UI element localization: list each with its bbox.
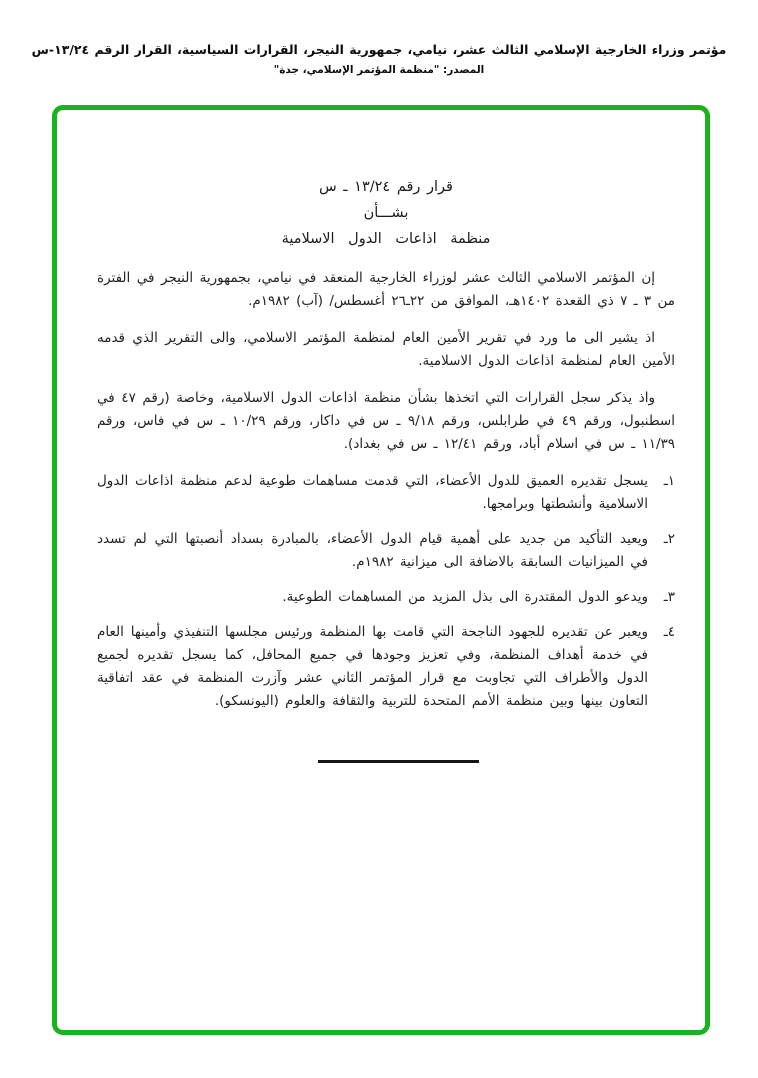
operative-item-2 [97, 528, 675, 574]
preamble-paragraph-1: إن المؤتمر الاسلامي الثالث عشر لوزراء الخارجية المنعقد في نيامي، بجمهورية النيجر في الفترة من ٣ ـ ٧ ذي القعدة ١٤٠٢هـ، الموافق من ٢٢ـ٢٦ أغسطس/ (آب) ١٩٨٢م. [97, 270, 675, 309]
preamble-paragraph-2: اذ يشير الى ما ورد في تقرير الأمين العام لمنظمة المؤتمر الاسلامي، والى التقرير الذي قدمه الأمين العام لمنظمة اذاعات الدول الاسلامية. [97, 330, 675, 369]
header-source-line: المصدر: "منظمة المؤتمر الإسلامي، جدة" [273, 64, 485, 76]
operative-item-4 [97, 621, 675, 713]
document-body [57, 110, 705, 1030]
green-frame [52, 105, 710, 1035]
item-1-text: يسجل تقديره العميق للدول الأعضاء، التي قدمت مساهمات طوعية لدعم منظمة اذاعات الدول الاسلامية وأنشطتها وبرامجها. [97, 473, 648, 512]
item-4-number: ٤ـ [663, 624, 675, 640]
operative-item-3 [97, 586, 675, 609]
item-1-number: ١ـ [663, 473, 675, 489]
resolution-concerning-line: بشـــأن [363, 205, 409, 221]
item-3-text: ويدعو الدول المقتدرة الى بذل المزيد من المساهمات الطوعية. [282, 589, 648, 605]
item-2-number: ٢ـ [663, 531, 675, 547]
header-conference-line: مؤتمر وزراء الخارجية الإسلامي الثالث عشر، نيامي، جمهورية النيجر، القرارات السياسية، القرار الرقم ١٣/٢٤-س [31, 42, 727, 57]
item-3-number: ٣ـ [663, 589, 675, 605]
resolution-subject-line: منظمة اذاعات الدول الاسلامية [281, 231, 491, 247]
item-4-text: ويعبر عن تقديره للجهود الناجحة التي قامت بها المنظمة ورئيس مجلسها التنفيذي وأمينها العام في خدمة أهداف المنظمة، وفي تعزيز وجودها في جميع المحافل، كما يسجل تقديره لجميع الدول والأطراف التي تجاوبت مع قرار المؤتمر الثاني عشر وآزرت المنظمة في عقد اتفاقية التعاون بينها وبين منظمة الأمم المتحدة للتربية والثقافة والعلوم (اليونسكو). [97, 624, 648, 709]
item-2-text: ويعيد التأكيد من جديد على أهمية قيام الدول الأعضاء، بالمبادرة بسداد أنصبتها التي لم تسدد في الميزانيات السابقة بالاضافة الى ميزانية ١٩٨٢م. [97, 531, 648, 570]
preamble-paragraph-3: واذ يذكر سجل القرارات التي اتخذها بشأن منظمة اذاعات الدول الاسلامية، وخاصة (رقم ٤٧ في اسطنبول، ورقم ٤٩ في طرابلس، ورقم ٩/١٨ ـ س في داكار، ورقم ١٠/٢٩ ـ س في فاس، ورقم ١١/٣٩ ـ س في اسلام أباد، ورقم ١٢/٤١ ـ س في بغداد). [97, 390, 675, 452]
document-header [28, 40, 730, 78]
operative-item-1 [97, 470, 675, 516]
resolution-title-block [97, 174, 675, 252]
resolution-number-line: قرار رقم ١٣/٢٤ ـ س [319, 179, 453, 195]
closing-divider-rule [318, 760, 479, 763]
